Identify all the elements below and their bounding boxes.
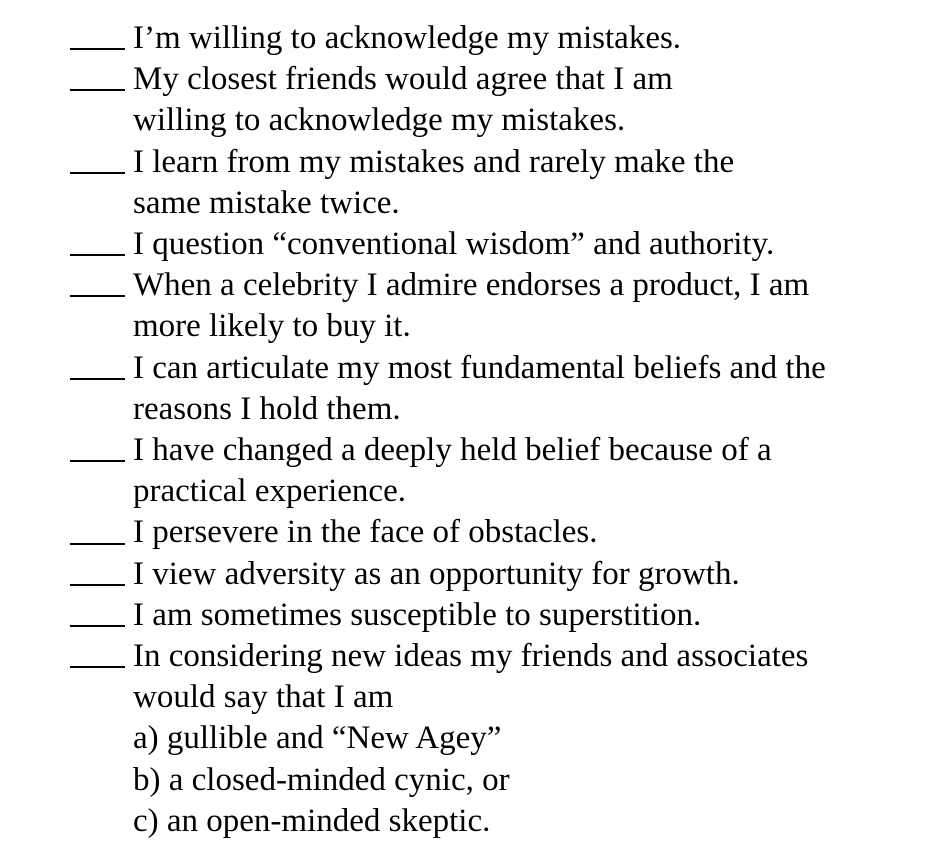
list-item	[70, 59, 930, 141]
option-c: c) an open-minded skeptic.	[133, 802, 491, 839]
answer-blank[interactable]	[70, 348, 125, 389]
questionnaire	[70, 18, 930, 842]
answer-blank[interactable]	[70, 430, 125, 471]
statement-line: I have changed a deeply held belief because of a	[133, 432, 772, 469]
answer-blank[interactable]	[70, 224, 125, 265]
answer-blank[interactable]	[70, 265, 125, 306]
list-item	[70, 430, 930, 512]
statement-line: I’m willing to acknowledge my mistakes.	[133, 20, 682, 56]
answer-blank[interactable]	[70, 18, 125, 59]
list-item	[70, 348, 930, 430]
answer-blank[interactable]	[70, 636, 125, 677]
list-item	[70, 595, 930, 636]
option-a: a) gullible and “New Agey”	[133, 720, 502, 757]
list-item	[70, 18, 930, 59]
answer-blank[interactable]	[70, 595, 125, 636]
list-item	[70, 636, 930, 718]
statement-line: practical experience.	[133, 473, 406, 510]
answer-blank[interactable]	[70, 554, 125, 595]
statement-text	[133, 636, 930, 718]
statement-line: I am sometimes susceptible to superstition.	[133, 596, 702, 633]
statement-line: would say that I am	[133, 679, 394, 716]
statement-line: more likely to buy it.	[133, 308, 411, 345]
statement-text	[133, 554, 930, 595]
statement-line: I learn from my mistakes and rarely make the	[133, 143, 735, 180]
statement-text	[133, 512, 930, 553]
statement-text	[133, 348, 930, 430]
answer-blank[interactable]	[70, 59, 125, 100]
statement-line: I persevere in the face of obstacles.	[133, 514, 598, 551]
statement-line: I question “conventional wisdom” and authority.	[133, 226, 775, 263]
statement-text	[133, 18, 930, 59]
statement-text	[133, 224, 930, 265]
statement-text	[133, 595, 930, 636]
list-item	[70, 512, 930, 553]
statement-line: In considering new ideas my friends and associates	[133, 638, 809, 675]
answer-options	[133, 718, 930, 842]
answer-blank[interactable]	[70, 142, 125, 183]
statement-line: same mistake twice.	[133, 184, 400, 221]
statement-line: My closest friends would agree that I am	[133, 61, 673, 98]
statement-line: willing to acknowledge my mistakes.	[133, 102, 626, 139]
list-item	[70, 224, 930, 265]
statement-text	[133, 59, 930, 141]
list-item	[70, 142, 930, 224]
statement-text	[133, 142, 930, 224]
statement-list	[70, 18, 930, 718]
statement-line: I can articulate my most fundamental beliefs and the	[133, 349, 826, 386]
option-b: b) a closed-minded cynic, or	[133, 761, 510, 798]
statement-text	[133, 265, 930, 347]
statement-line: reasons I hold them.	[133, 390, 401, 427]
answer-blank[interactable]	[70, 512, 125, 553]
list-item	[70, 265, 930, 347]
statement-line: I view adversity as an opportunity for growth.	[133, 555, 740, 592]
statement-line: When a celebrity I admire endorses a product, I am	[133, 267, 810, 304]
statement-text	[133, 430, 930, 512]
list-item	[70, 554, 930, 595]
